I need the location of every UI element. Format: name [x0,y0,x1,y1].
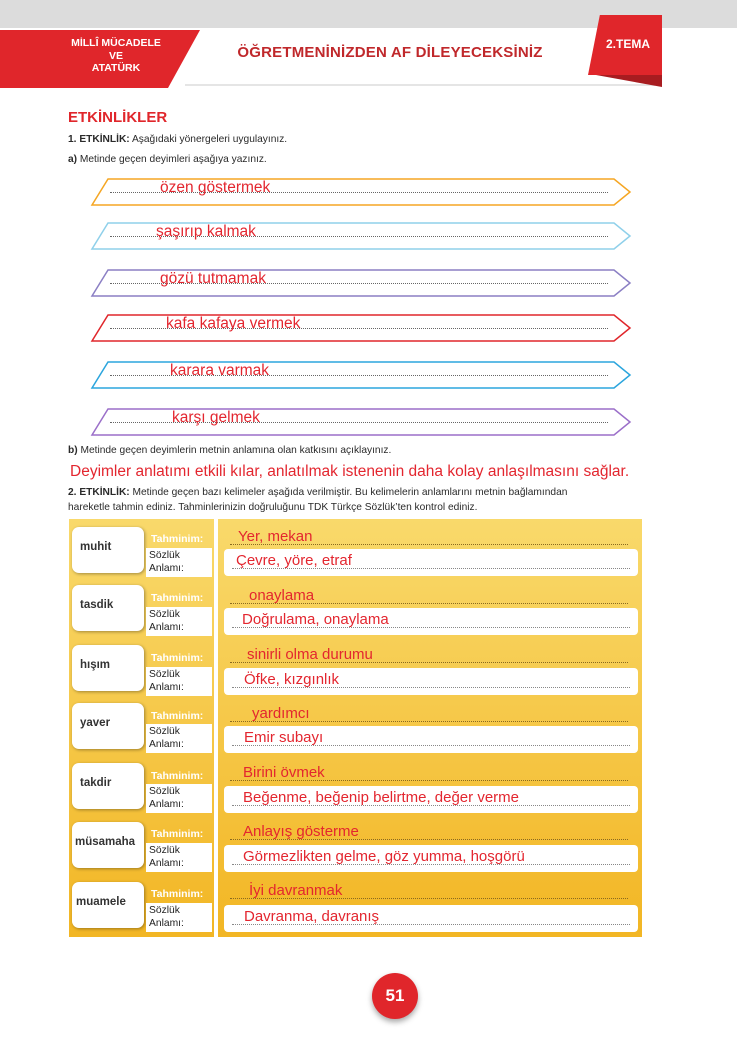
dict-label [149,844,184,870]
word-text: müsamaha [75,836,136,848]
definition-answer: Öfke, kızgınlık [244,671,340,688]
guess-label: Tahminim: [151,770,204,782]
part-b-label: b) [68,445,78,456]
dict-label-line-1: Sözlük [149,550,180,561]
activity-2-label: 2. ETKİNLİK: [68,487,130,498]
idiom-answer: özen göstermek [160,179,271,196]
dict-label-line-2: Anlamı: [149,918,184,929]
part-a-instruction [68,154,267,165]
definition-answer: Görmezlikten gelme, göz yumma, hoşgörü [243,848,525,865]
dict-label-box [146,548,212,577]
word-card [72,703,144,749]
definition-box [224,726,638,753]
part-a-text: Metinde geçen deyimleri aşağıya yazınız. [77,154,267,165]
guess-answer: Birini övmek [243,764,325,781]
guess-answer: Anlayış gösterme [243,823,359,840]
definition-box [224,668,638,695]
guess-answer: yardımcı [252,705,310,722]
idiom-banner-2 [90,221,632,251]
idiom-answer: karşı gelmek [172,409,260,426]
dict-label-line-1: Sözlük [149,726,180,737]
dict-label [149,608,184,634]
dict-label [149,904,184,930]
definition-answer: Davranma, davranış [244,908,380,925]
unit-line-1: MİLLÎ MÜCADELE [71,37,161,49]
idiom-answer: karara varmak [170,362,270,379]
word-card [72,882,144,928]
idiom-banner-5 [90,360,632,390]
dict-label [149,668,184,694]
word-text: muamele [76,896,126,908]
definition-box [224,905,638,932]
dict-label-line-2: Anlamı: [149,858,184,869]
word-card [72,763,144,809]
dict-label-line-2: Anlamı: [149,799,184,810]
activity-1-text: Aşağıdaki yönergeleri uygulayınız. [129,134,288,145]
dict-label-line-2: Anlamı: [149,739,184,750]
idiom-banner-4 [90,313,632,343]
word-text: tasdik [80,599,114,611]
unit-name [60,37,172,75]
idiom-banner-1 [90,177,632,207]
definition-box [224,549,638,576]
dict-label-box [146,724,212,753]
guess-answer: İyi davranmak [249,882,343,899]
definition-box [224,608,638,635]
word-card [72,645,144,691]
dict-label-line-2: Anlamı: [149,563,184,574]
page-title: ÖĞRETMENİNİZDEN AF DİLEYECEKSİNİZ [237,44,543,61]
word-card [72,585,144,631]
theme-label: 2.TEMA [605,37,650,51]
activity-2-instruction-2: hareketle tahmin ediniz. Tahminlerinizin doğruluğunu TDK Türkçe Sözlük’ten kontrol ediniz. [68,502,478,513]
dict-label-box [146,903,212,932]
idiom-answer: kafa kafaya vermek [166,315,301,332]
word-text: hışım [80,659,111,671]
part-b-text: Metinde geçen deyimlerin metnin anlamına olan katkısını açıklayınız. [77,445,392,456]
unit-line-3: ATATÜRK [91,62,141,74]
dict-label-line-1: Sözlük [149,669,180,680]
definition-box [224,845,638,872]
dict-label-line-2: Anlamı: [149,622,184,633]
word-text: takdir [80,777,112,789]
table-column-divider [214,519,218,937]
part-b-answer: Deyimler anlatımı etkili kılar, anlatılmak istenenin daha kolay anlaşılmasını sağlar. [70,463,630,480]
definition-answer: Çevre, yöre, etraf [236,552,352,569]
definition-box [224,786,638,813]
activity-1-label: 1. ETKİNLİK: [68,134,130,145]
activity-2-text-1: Metinde geçen bazı kelimeler aşağıda verilmiştir. Bu kelimelerin anlamlarını metnin bağlamından [129,487,568,498]
definition-answer: Emir subayı [244,729,324,746]
definition-answer: Beğenme, beğenip belirtme, değer verme [243,789,519,806]
guess-label: Tahminim: [151,828,204,840]
guess-label: Tahminim: [151,533,204,545]
dict-label [149,549,184,575]
dict-label [149,725,184,751]
dict-label-box [146,607,212,636]
dict-label-line-1: Sözlük [149,786,180,797]
dict-label-box [146,667,212,696]
dict-label-box [146,784,212,813]
guess-answer: sinirli olma durumu [247,646,373,663]
idiom-answer: gözü tutmamak [160,270,266,287]
part-b-instruction [68,445,391,456]
word-card [72,527,144,573]
dict-label-box [146,843,212,872]
part-a-label: a) [68,154,78,165]
guess-label: Tahminim: [151,710,204,722]
dict-label-line-1: Sözlük [149,609,180,620]
guess-answer: onaylama [249,587,315,604]
word-text: yaver [80,717,111,729]
guess-label: Tahminim: [151,888,204,900]
idiom-banner-3 [90,268,632,298]
section-title: ETKİNLİKLER [68,109,168,126]
guess-label: Tahminim: [151,592,204,604]
word-card [72,822,144,868]
dict-label-line-2: Anlamı: [149,682,184,693]
idiom-banner-6 [90,407,632,437]
idiom-answer: şaşırıp kalmak [156,223,256,240]
dict-label [149,785,184,811]
activity-1-instruction [68,134,287,145]
dict-label-line-1: Sözlük [149,905,180,916]
activity-2-instruction [68,487,567,498]
guess-answer: Yer, mekan [238,528,313,545]
word-text: muhit [80,541,112,553]
definition-answer: Doğrulama, onaylama [242,611,389,628]
dict-label-line-1: Sözlük [149,845,180,856]
page-number: 51 [372,973,418,1019]
header-divider [185,84,655,86]
guess-label: Tahminim: [151,652,204,664]
unit-line-2: VE [108,49,123,62]
